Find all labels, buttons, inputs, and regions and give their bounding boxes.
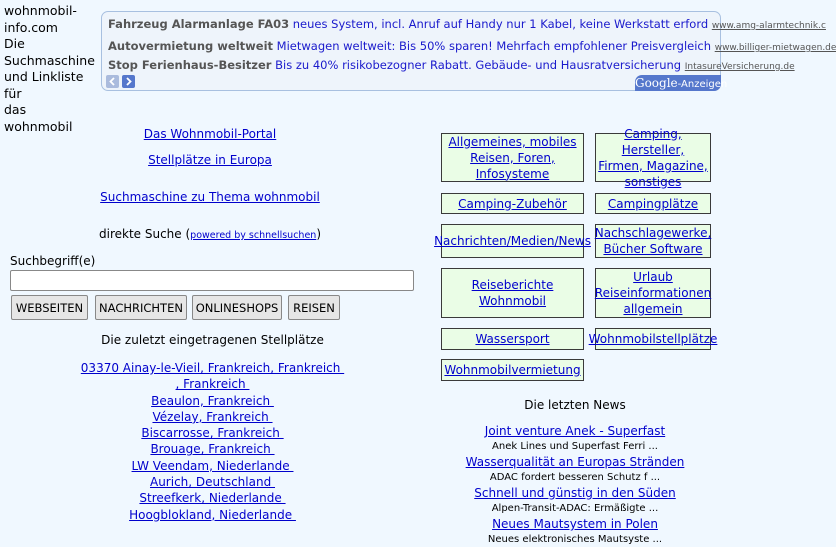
category-link-stellplaetze[interactable]: Wohnmobilstellplätze	[588, 332, 718, 346]
category-box	[441, 193, 584, 214]
suchmaschine-link-wrap	[0, 190, 420, 204]
ad-url[interactable]: www.amg-alarmtechnik.c	[711, 21, 826, 31]
news-title-link[interactable]: Schnell und günstig in den Süden	[474, 486, 676, 500]
category-box	[588, 328, 718, 350]
news-heading: Die letzten News	[524, 398, 626, 412]
search-field-label: Suchbegriff(e)	[10, 254, 96, 268]
category-line: allgemein	[623, 302, 683, 316]
category-box	[441, 328, 584, 350]
category-link-camping-zubehoer[interactable]: Camping-Zubehör	[458, 196, 567, 211]
site-name	[4, 3, 96, 135]
news-description: Alpen-Transit-ADAC: Ermäßigte ...	[491, 503, 659, 514]
stellplatz-link[interactable]: Beaulon, Frankreich	[151, 393, 274, 408]
direct-search-close: )	[316, 227, 321, 241]
category-box	[441, 359, 584, 381]
google-logo: Google	[635, 76, 678, 90]
category-line: Reiseinformationen	[594, 286, 712, 300]
stellplatz-link[interactable]: Hoogblokland, Niederlande	[129, 507, 296, 522]
stellplatz-link[interactable]: LW Veendam, Niederlande	[131, 458, 294, 473]
stellplatz-link[interactable]: Brouage, Frankreich	[150, 442, 275, 457]
category-box	[595, 224, 711, 258]
news-description: Neues elektronisches Mautsyste ...	[487, 534, 663, 545]
site-name-line: und Linkliste für	[4, 69, 84, 101]
news-title-link[interactable]: Wasserqualität an Europas Stränden	[465, 455, 685, 469]
stellplaetze-heading: Die zuletzt eingetragenen Stellplätze	[101, 333, 324, 347]
category-link-reiseberichte[interactable]: Reiseberichte Wohnmobil	[471, 278, 554, 308]
category-line: sonstiges	[624, 174, 682, 189]
ad-url[interactable]: IntasureVersicherung.de	[684, 62, 795, 72]
news-title-link[interactable]: Neues Mautsystem in Polen	[492, 517, 658, 531]
stellplaetze-link[interactable]: Stellplätze in Europa	[148, 153, 272, 167]
shops-search-button[interactable]: ONLINESHOPS	[192, 295, 282, 320]
portal-link[interactable]: Das Wohnmobil-Portal	[143, 127, 277, 141]
powered-by-link[interactable]: powered by schnellsuchen	[190, 230, 317, 241]
websites-search-button[interactable]: WEBSEITEN	[11, 295, 88, 320]
category-link-campingplaetze[interactable]: Campingplätze	[607, 196, 699, 211]
stellplatz-link[interactable]: Aurich, Deutschland	[149, 475, 276, 490]
stellplatz-link[interactable]: Biscarrosse, Frankreich	[141, 426, 284, 441]
site-name-line: Suchmaschine	[4, 52, 95, 68]
category-link-allgemeines[interactable]	[448, 134, 576, 182]
search-input[interactable]	[10, 270, 414, 291]
site-name-line: Die	[4, 36, 25, 51]
category-line: Allgemeines, mobiles	[448, 134, 577, 149]
news-title-link[interactable]: Joint venture Anek - Superfast	[484, 424, 666, 438]
news-list	[432, 423, 718, 547]
category-line: Infosysteme	[475, 166, 550, 181]
google-ads-badge[interactable]	[635, 75, 728, 91]
ad-box	[101, 11, 836, 91]
ad-text[interactable]: Mietwagen weltweit: Bis 50% sparen! Mehrfach empfohlener Preisvergleich	[276, 39, 712, 53]
category-line: Camping, Hersteller,	[621, 126, 685, 157]
stellplatz-link[interactable]: Streefkerk, Niederlande	[139, 491, 286, 506]
ad-title[interactable]: Fahrzeug Alarmanlage FA03	[108, 17, 290, 31]
category-box	[434, 224, 591, 258]
news-description: Anek Lines und Superfast Ferri ...	[492, 441, 658, 452]
category-link-wassersport[interactable]: Wassersport	[475, 332, 550, 346]
chevron-left-icon[interactable]	[106, 75, 119, 88]
news-description: ADAC fordert besseren Schutz f ...	[489, 472, 661, 483]
direct-search-text: direkte Suche (	[99, 227, 191, 241]
category-link-nachrichten[interactable]: Nachrichten/Medien/News	[434, 234, 591, 248]
ad-url[interactable]: www.billiger-mietwagen.de	[714, 43, 836, 53]
ad-row[interactable]	[108, 39, 836, 53]
ads-label: -Anzeigen	[677, 79, 728, 90]
stellplatz-link[interactable]: 03370 Ainay-le-Vieil, Frankreich, Frankreich	[80, 361, 345, 375]
news-item	[432, 516, 718, 547]
category-link-vermietung[interactable]: Wohnmobilvermietung	[444, 363, 581, 377]
news-search-button[interactable]: NACHRICHTEN	[95, 295, 187, 320]
site-name-line: das wohnmobil	[4, 102, 73, 134]
chevron-right-icon[interactable]	[122, 75, 135, 88]
category-box	[595, 193, 711, 214]
direct-search-label	[0, 227, 420, 241]
ad-row[interactable]	[108, 58, 795, 72]
ad-row[interactable]	[108, 17, 826, 31]
category-line: Nachschlagewerke,	[594, 226, 712, 240]
category-box	[441, 133, 584, 182]
category-box	[595, 126, 711, 189]
category-line: Urlaub	[633, 270, 673, 284]
site-name-line: wohnmobil-	[4, 3, 77, 18]
category-line: Firmen, Magazine,	[598, 158, 708, 173]
stellplatz-link[interactable]: , Frankreich	[175, 377, 250, 392]
category-link-urlaub[interactable]	[595, 269, 711, 317]
news-item	[432, 423, 718, 454]
news-item	[432, 485, 718, 516]
ad-title[interactable]: Autovermietung weltweit	[108, 39, 274, 53]
ad-text[interactable]: neues System, incl. Anruf auf Handy nur 1 Kabel, keine Werkstatt erford	[292, 17, 709, 31]
category-box	[595, 268, 711, 318]
stellplaetze-link-wrap	[0, 153, 420, 167]
portal-link-wrap	[0, 127, 420, 141]
suchmaschine-link[interactable]: Suchmaschine zu Thema wohnmobil	[100, 190, 320, 204]
stellplaetze-list	[0, 360, 425, 523]
category-box	[441, 268, 584, 318]
category-link-camping-hersteller[interactable]	[596, 126, 710, 190]
category-line: Bücher Software	[603, 242, 703, 256]
category-link-nachschlagewerke[interactable]	[595, 225, 712, 257]
ad-title[interactable]: Stop Ferienhaus-Besitzer	[108, 58, 272, 72]
ad-text[interactable]: Bis zu 40% risikobezogner Rabatt. Gebäude- und Hausratversicherung	[275, 58, 682, 72]
travel-search-button[interactable]: REISEN	[288, 295, 340, 320]
stellplatz-link[interactable]: Vézelay, Frankreich	[152, 409, 273, 424]
news-item	[432, 454, 718, 485]
category-line: Reisen, Foren,	[470, 150, 555, 165]
site-name-line: info.com	[4, 19, 58, 35]
